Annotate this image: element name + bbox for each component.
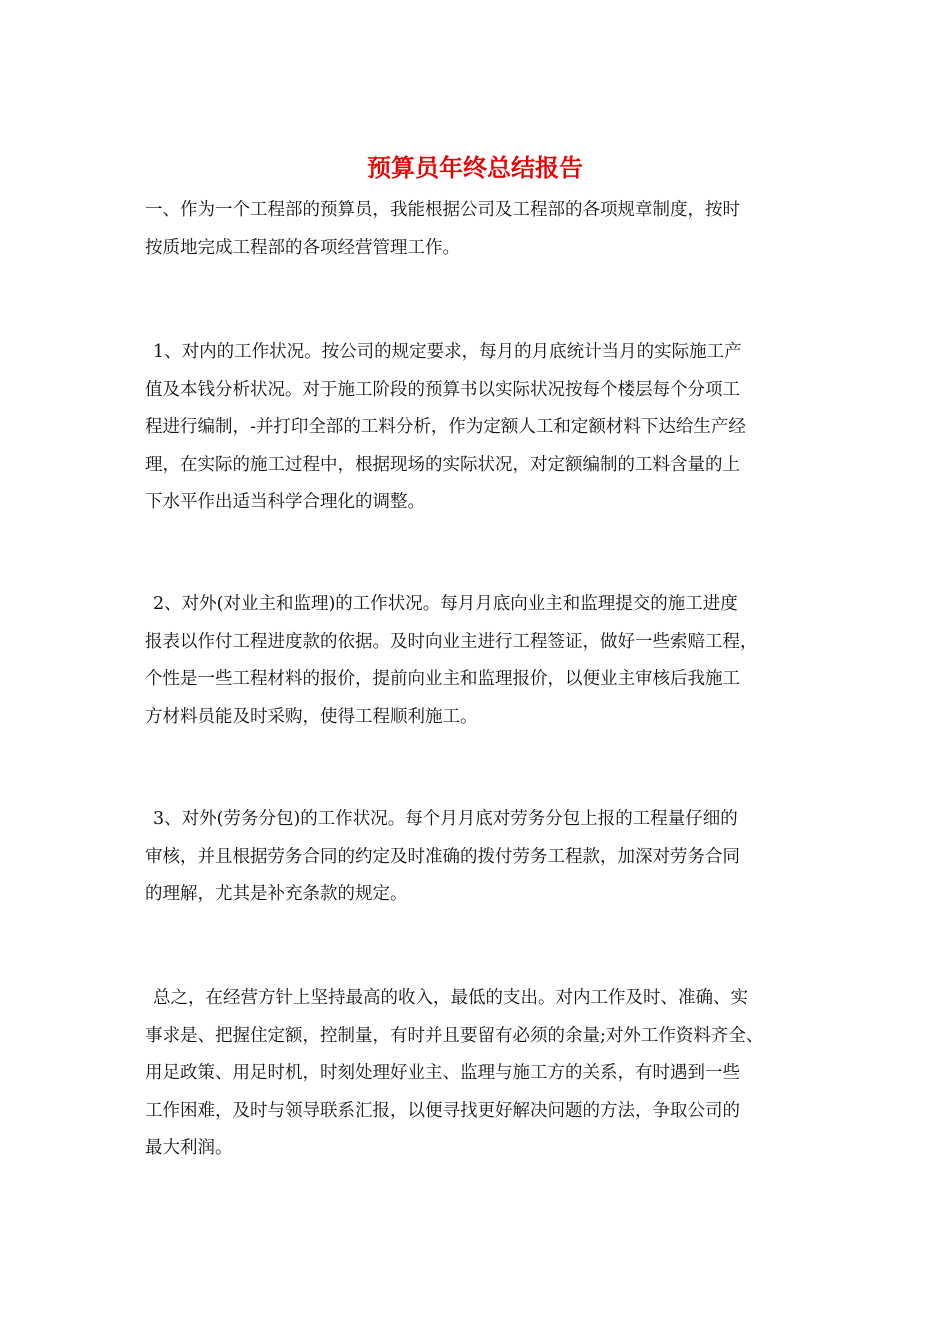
paragraph-line: 理，在实际的施工过程中，根据现场的实际状况，对定额编制的工料含量的上 bbox=[145, 454, 740, 475]
paragraph-line: 的理解，尤其是补充条款的规定。 bbox=[145, 884, 408, 904]
paragraph-line: 个性是一些工程材料的报价，提前向业主和监理报价，以便业主审核后我施工 bbox=[145, 669, 740, 689]
paragraph-line: 程进行编制，-并打印全部的工料分析，作为定额人工和定额材料下达给生产经 bbox=[145, 417, 746, 437]
paragraph-line: 方材料员能及时采购，使得工程顺利施工。 bbox=[145, 706, 478, 727]
paragraph-line: 报表以作付工程进度款的依据。及时向业主进行工程签证，做好一些索赔工程， bbox=[145, 631, 758, 652]
paragraph-line: 2、对外(对业主和监理)的工作状况。每月月底向业主和监理提交的施工进度 bbox=[153, 594, 738, 614]
paragraph-line: 事求是、把握住定额，控制量，有时并且要留有必须的余量;对外工作资料齐全、 bbox=[145, 1025, 764, 1046]
paragraph-line: 3、对外(劳务分包)的工作状况。每个月月底对劳务分包上报的工程量仔细的 bbox=[153, 809, 738, 829]
paragraph-line: 总之，在经营方针上坚持最高的收入，最低的支出。对内工作及时、准确、实 bbox=[153, 988, 748, 1008]
paragraph-line: 值及本钱分析状况。对于施工阶段的预算书以实际状况按每个楼层每个分项工 bbox=[145, 379, 740, 400]
paragraph-line: 下水平作出适当科学合理化的调整。 bbox=[145, 492, 425, 512]
paragraph-internal-work bbox=[145, 334, 835, 522]
paragraph-line: 1、对内的工作状况。按公司的规定要求，每月的月底统计当月的实际施工产 bbox=[153, 342, 742, 362]
paragraph-intro bbox=[145, 192, 835, 267]
paragraph-line: 按质地完成工程部的各项经营管理工作。 bbox=[145, 237, 460, 258]
paragraph-labor-subcontract bbox=[145, 801, 835, 914]
paragraph-line: 工作困难，及时与领导联系汇报，以便寻找更好解决问题的方法，争取公司的 bbox=[145, 1100, 740, 1121]
paragraph-line: 用足政策、用足时机，时刻处理好业主、监理与施工方的关系，有时遇到一些 bbox=[145, 1063, 740, 1083]
paragraph-summary bbox=[145, 980, 835, 1168]
document-title: 预算员年终总结报告 bbox=[367, 153, 583, 182]
paragraph-line: 一、作为一个工程部的预算员，我能根据公司及工程部的各项规章制度，按时 bbox=[145, 200, 740, 220]
paragraph-line: 审核，并且根据劳务合同的约定及时准确的拨付劳务工程款，加深对劳务合同 bbox=[145, 846, 740, 867]
paragraph-owner-supervision bbox=[145, 586, 835, 736]
paragraph-line: 最大利润。 bbox=[145, 1138, 233, 1158]
